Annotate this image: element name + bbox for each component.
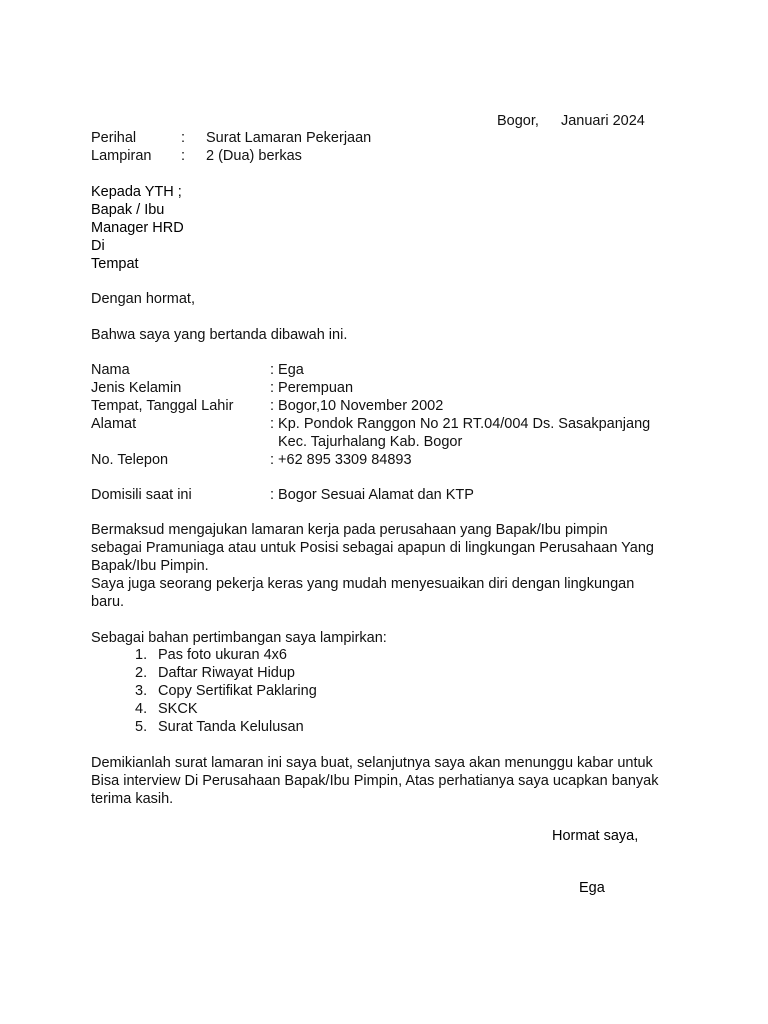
personal-value: : Bogor,10 November 2002	[270, 398, 444, 414]
lampiran-label: Lampiran	[91, 148, 152, 164]
date-value: Januari 2024	[560, 113, 645, 129]
recipient-line: Kepada YTH ;	[91, 184, 182, 200]
perihal-value: Surat Lamaran Pekerjaan	[206, 130, 372, 146]
personal-label: No. Telepon	[91, 452, 169, 468]
recipient-line: Bapak / Ibu	[91, 202, 165, 218]
personal-value: Kec. Tajurhalang Kab. Bogor	[278, 434, 463, 450]
personal-value: : Ega	[270, 362, 304, 378]
paragraph-line: Bapak/Ibu Pimpin.	[91, 558, 209, 574]
list-number: 5.	[135, 719, 148, 735]
list-text: Daftar Riwayat Hidup	[158, 665, 295, 681]
list-number: 4.	[135, 701, 148, 717]
personal-label: Domisili saat ini	[91, 487, 192, 503]
paragraph-line: sebagai Pramuniaga atau untuk Posisi sebagai apapun di lingkungan Perusahaan Yang	[91, 540, 654, 556]
perihal-colon: :	[181, 130, 186, 146]
personal-label: Tempat, Tanggal Lahir	[91, 398, 234, 414]
intro-line: Bahwa saya yang bertanda dibawah ini.	[91, 327, 348, 343]
recipient-line: Manager HRD	[91, 220, 184, 236]
lampiran-value: 2 (Dua) berkas	[206, 148, 302, 164]
signoff: Hormat saya,	[552, 828, 639, 844]
paragraph-line: Saya juga seorang pekerja keras yang mudah menyesuaikan diri dengan lingkungan	[91, 576, 635, 592]
recipient-line: Tempat	[91, 256, 139, 272]
attachments-intro: Sebagai bahan pertimbangan saya lampirkan:	[91, 630, 387, 646]
paragraph-line: terima kasih.	[91, 791, 174, 807]
paragraph-line: baru.	[91, 594, 125, 610]
personal-value: : Bogor Sesuai Alamat dan KTP	[270, 487, 474, 503]
list-number: 2.	[135, 665, 148, 681]
personal-value: : Perempuan	[270, 380, 354, 396]
salutation: Dengan hormat,	[91, 291, 195, 307]
list-text: Pas foto ukuran 4x6	[158, 647, 287, 663]
personal-value: : +62 895 3309 84893	[270, 452, 412, 468]
recipient-block	[91, 183, 691, 273]
list-text: Copy Sertifikat Paklaring	[158, 683, 317, 699]
closing-paragraph	[91, 754, 691, 808]
paragraph-line: Bermaksud mengajukan lamaran kerja pada perusahaan yang Bapak/Ibu pimpin	[91, 522, 608, 538]
signature-name: Ega	[579, 880, 605, 896]
perihal-label: Perihal	[91, 130, 137, 146]
lampiran-colon: :	[181, 148, 186, 164]
paragraph-line: Bisa interview Di Perusahaan Bapak/Ibu Pimpin, Atas perhatianya saya ucapkan banyak	[91, 773, 659, 789]
personal-label: Alamat	[91, 416, 137, 432]
recipient-line: Di	[91, 238, 105, 254]
list-text: Surat Tanda Kelulusan	[158, 719, 304, 735]
date-place: Bogor,	[497, 113, 539, 129]
personal-label: Nama	[91, 362, 130, 378]
list-number: 3.	[135, 683, 148, 699]
list-number: 1.	[135, 647, 148, 663]
list-text: SKCK	[158, 701, 198, 717]
date-line	[497, 112, 645, 130]
personal-value: : Kp. Pondok Ranggon No 21 RT.04/004 Ds. Sasakpanjang	[270, 416, 651, 432]
personal-label: Jenis Kelamin	[91, 380, 182, 396]
body-paragraph	[91, 521, 691, 611]
paragraph-line: Demikianlah surat lamaran ini saya buat, selanjutnya saya akan menunggu kabar untuk	[91, 755, 653, 771]
